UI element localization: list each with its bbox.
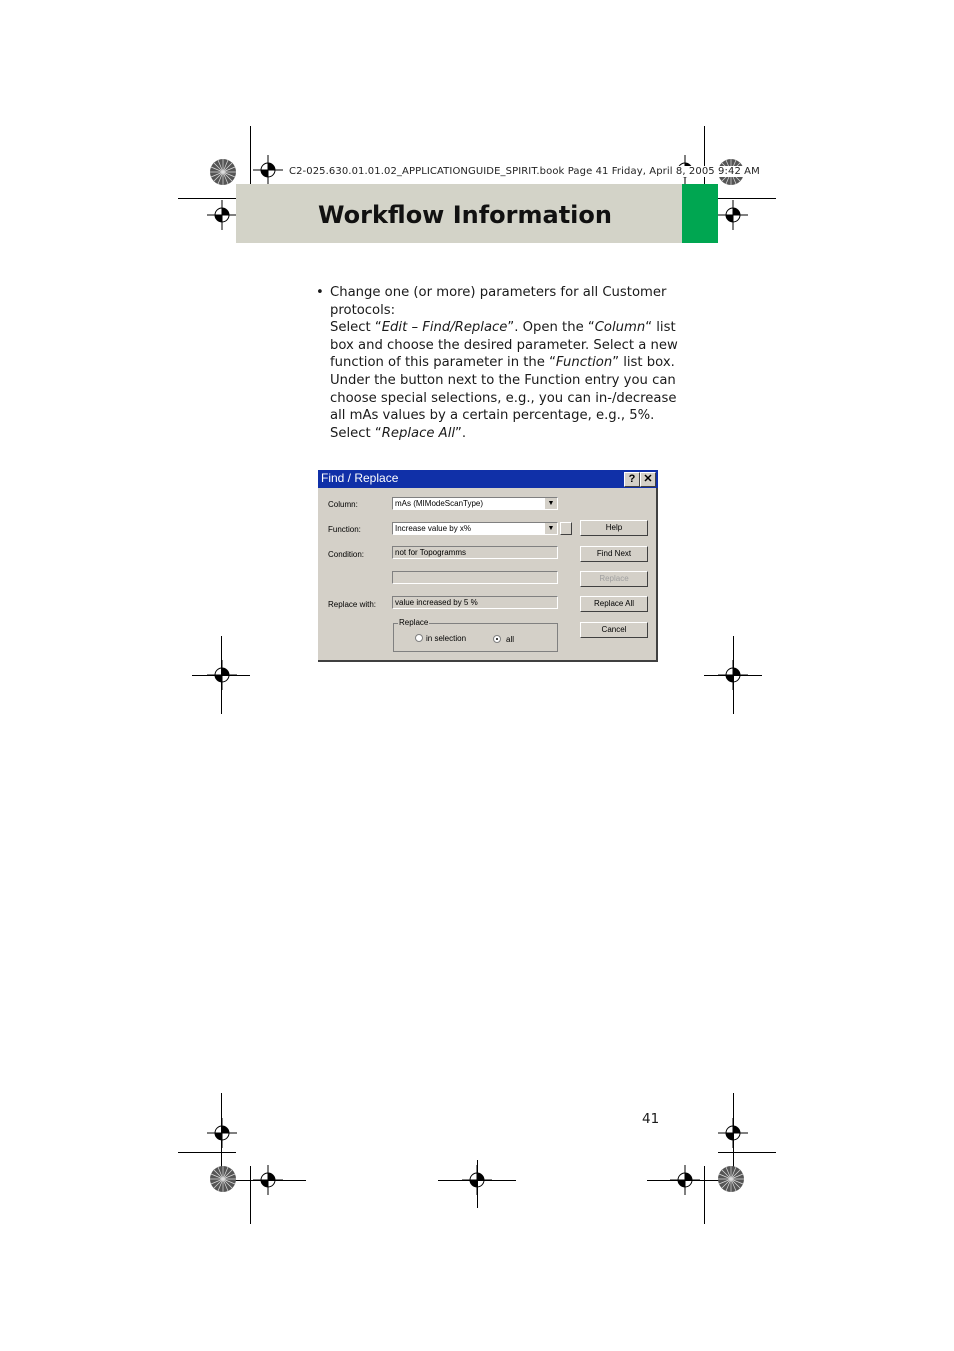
registration-mark-icon (253, 155, 283, 185)
all-label: all (506, 635, 515, 644)
special-selection-button[interactable] (560, 522, 572, 535)
text-line: Select “Edit – Find/Replace”. Open the “Column“ list (330, 320, 676, 336)
condition-label: Condition: (328, 550, 365, 559)
column-label: Column: (328, 500, 358, 509)
print-slug: C2-025.630.01.01.02_APPLICATIONGUIDE_SPIRIT.book Page 41 Friday, April 8, 2005 9:42 AM (289, 166, 760, 177)
chevron-down-icon[interactable]: ▼ (544, 498, 557, 509)
function-label: Function: (328, 525, 361, 534)
text-line: all mAs values by a certain percentage, e.g., 5%. (330, 408, 655, 424)
text-line: box and choose the desired parameter. Select a new (330, 337, 678, 353)
registration-mark-icon (718, 200, 748, 230)
find-next-button[interactable]: Find Next (580, 546, 648, 562)
star-target-icon (209, 1165, 237, 1193)
cancel-button[interactable]: Cancel (580, 622, 648, 638)
replace-button[interactable]: Replace (580, 571, 648, 587)
dialog-title: Find / Replace (321, 471, 399, 485)
in-selection-label: in selection (426, 634, 467, 643)
page-title: Workflow Information (318, 201, 612, 229)
help-button[interactable]: Help (580, 520, 648, 536)
close-icon[interactable]: ✕ (640, 472, 656, 487)
text-line: Select “Replace All”. (330, 425, 467, 441)
section-color-tab (682, 184, 718, 243)
bullet-paragraph (316, 284, 678, 442)
star-target-icon (717, 1165, 745, 1193)
dialog-titlebar (318, 470, 658, 488)
in-selection-radio[interactable] (415, 634, 423, 642)
star-target-icon (209, 158, 237, 186)
extra-field[interactable] (392, 571, 558, 584)
condition-field[interactable]: not for Topogramms (392, 546, 558, 559)
replace-all-button[interactable]: Replace All (580, 596, 648, 612)
function-select[interactable]: Increase value by x% ▼ (392, 522, 558, 535)
bullet-marker: • (316, 285, 324, 300)
replace-with-field[interactable]: value increased by 5 % (392, 596, 558, 609)
text-line: Change one (or more) parameters for all Customer (330, 285, 667, 300)
registration-mark-icon (207, 200, 237, 230)
help-icon[interactable]: ? (624, 472, 640, 487)
text-line: choose special selections, e.g., you can in-/decrease (330, 390, 677, 406)
replace-with-label: Replace with: (328, 600, 377, 609)
find-replace-dialog (318, 470, 658, 662)
text-line: Under the button next to the Function entry you can (330, 372, 676, 388)
text-line: protocols: (330, 302, 396, 318)
column-select[interactable]: mAs (MIModeScanType) ▼ (392, 497, 558, 510)
page-number: 41 (642, 1111, 660, 1127)
all-radio[interactable] (493, 635, 501, 643)
chevron-down-icon[interactable]: ▼ (544, 523, 557, 534)
replace-group-label: Replace (399, 618, 429, 627)
text-line: function of this parameter in the “Function” list box. (330, 355, 675, 371)
registration-mark-icon (207, 1118, 237, 1148)
